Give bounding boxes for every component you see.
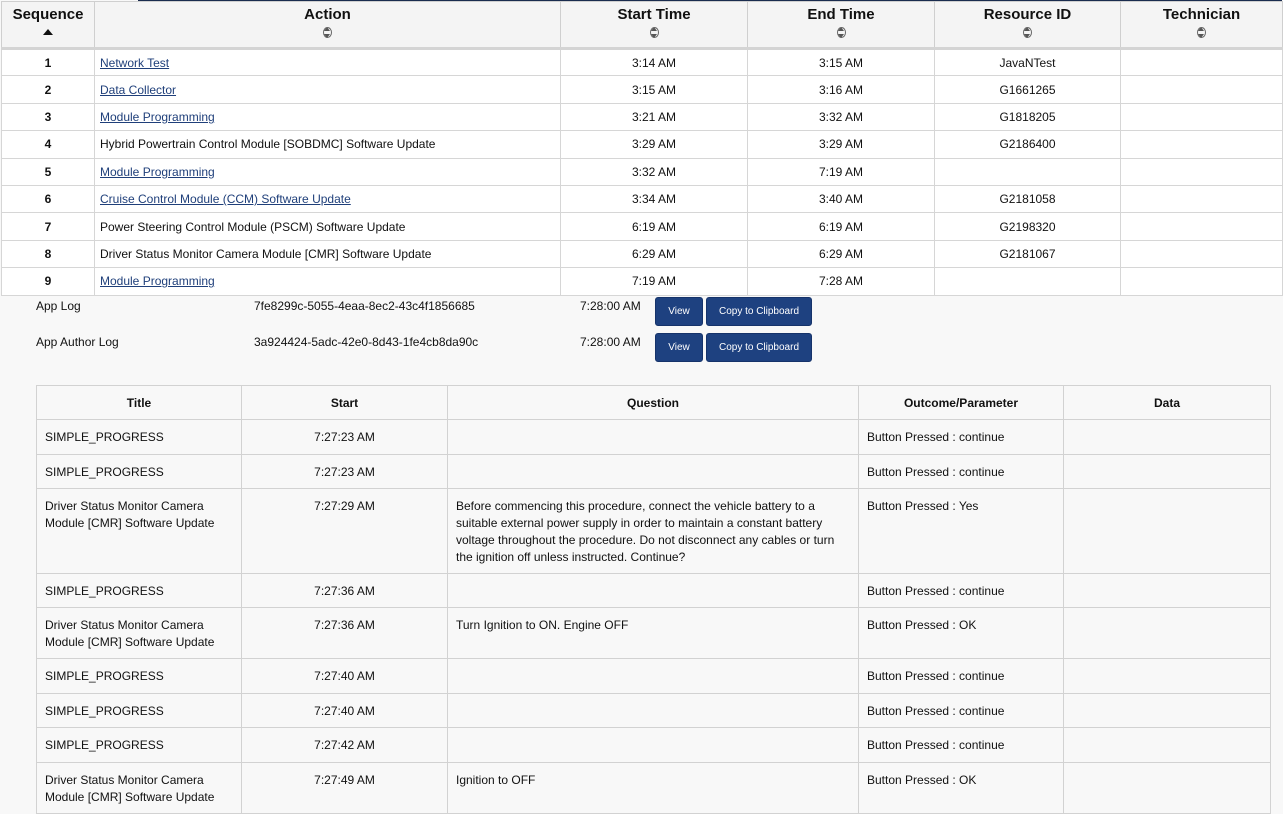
start-time-cell: 3:21 AM: [561, 103, 748, 130]
sequence-number: 8: [2, 240, 95, 267]
start-time-cell: 6:19 AM: [561, 213, 748, 240]
sequence-table-header: [2, 2, 1283, 49]
step-title-cell: SIMPLE_PROGRESS: [37, 728, 242, 763]
step-start-cell: 7:27:29 AM: [242, 489, 448, 574]
step-data-cell: [1064, 694, 1271, 728]
step-outcome-cell: Button Pressed : continue: [859, 694, 1064, 728]
step-question-cell: [448, 659, 859, 694]
sequence-number: 6: [2, 185, 95, 212]
step-start-cell: 7:27:36 AM: [242, 608, 448, 659]
detail-table-body: [37, 420, 1271, 814]
action-link[interactable]: Network Test: [100, 55, 170, 70]
detail-row: [37, 763, 1271, 814]
action-cell: [95, 158, 561, 185]
sequence-number: 4: [2, 131, 95, 158]
end-time-cell: 3:29 AM: [748, 131, 935, 158]
end-time-cell: 3:40 AM: [748, 185, 935, 212]
start-time-cell: 3:34 AM: [561, 185, 748, 212]
detail-row: [37, 420, 1271, 455]
step-start-cell: 7:27:40 AM: [242, 659, 448, 694]
technician-cell: [1121, 158, 1283, 185]
technician-cell: [1121, 103, 1283, 130]
sequence-number: 5: [2, 158, 95, 185]
sequence-table: [1, 1, 1283, 296]
column-header-resource-id[interactable]: Resource ID: [935, 2, 1121, 49]
start-time-cell: 3:32 AM: [561, 158, 748, 185]
log-label: App Log: [36, 299, 81, 313]
action-link[interactable]: Cruise Control Module (CCM) Software Update: [100, 192, 351, 207]
sequence-row: [2, 268, 1283, 295]
step-start-cell: 7:27:23 AM: [242, 420, 448, 455]
step-data-cell: [1064, 489, 1271, 574]
step-question-cell: Before commencing this procedure, connect the vehicle battery to a suitable external power supply in order to maintain a constant battery voltage throughout the procedure. Do not disconnect any cables or turn the ignition off unless instructed. Continue?: [448, 489, 859, 574]
column-header-action[interactable]: Action: [95, 2, 561, 49]
sequence-row: [2, 131, 1283, 158]
resource-id-cell: G2181067: [935, 240, 1121, 267]
step-data-cell: [1064, 608, 1271, 659]
column-header-outcome: Outcome/Parameter: [859, 386, 1064, 420]
technician-cell: [1121, 49, 1283, 76]
start-time-cell: 3:14 AM: [561, 49, 748, 76]
resource-id-cell: G1661265: [935, 76, 1121, 103]
detail-row: [37, 489, 1271, 574]
sort-icon: [650, 27, 659, 38]
step-start-cell: 7:27:49 AM: [242, 763, 448, 814]
step-start-cell: 7:27:36 AM: [242, 574, 448, 608]
resource-id-cell: G2181058: [935, 185, 1121, 212]
action-text: Driver Status Monitor Camera Module [CMR] Software Update: [100, 246, 432, 261]
detail-row: [37, 455, 1271, 489]
sort-icon: [1023, 27, 1032, 38]
step-data-cell: [1064, 455, 1271, 489]
log-id: 3a924424-5adc-42e0-8d43-1fe4cb8da90c: [254, 335, 479, 349]
step-data-cell: [1064, 574, 1271, 608]
sequence-number: 7: [2, 213, 95, 240]
step-outcome-cell: Button Pressed : continue: [859, 574, 1064, 608]
action-link[interactable]: Data Collector: [100, 82, 177, 97]
action-link[interactable]: Module Programming: [100, 109, 215, 124]
sequence-number: 3: [2, 103, 95, 130]
log-time: 7:28:00 AM: [580, 335, 641, 349]
log-time: 7:28:00 AM: [580, 299, 641, 313]
detail-row: [37, 728, 1271, 763]
column-header-technician[interactable]: Technician: [1121, 2, 1283, 49]
technician-cell: [1121, 131, 1283, 158]
column-header-end-time[interactable]: End Time: [748, 2, 935, 49]
step-title-cell: Driver Status Monitor Camera Module [CMR] Software Update: [37, 608, 242, 659]
step-outcome-cell: Button Pressed : continue: [859, 455, 1064, 489]
action-cell: [95, 103, 561, 130]
end-time-cell: 3:32 AM: [748, 103, 935, 130]
technician-cell: [1121, 76, 1283, 103]
step-outcome-cell: Button Pressed : OK: [859, 763, 1064, 814]
end-time-cell: 7:19 AM: [748, 158, 935, 185]
resource-id-cell: G2186400: [935, 131, 1121, 158]
sequence-row: [2, 158, 1283, 185]
step-start-cell: 7:27:40 AM: [242, 694, 448, 728]
start-time-cell: 3:29 AM: [561, 131, 748, 158]
step-outcome-cell: Button Pressed : continue: [859, 728, 1064, 763]
detail-table-header: [37, 386, 1271, 420]
action-cell: [95, 49, 561, 76]
view-log-button[interactable]: View: [655, 297, 703, 326]
technician-cell: [1121, 213, 1283, 240]
step-start-cell: 7:27:42 AM: [242, 728, 448, 763]
sequence-row: [2, 213, 1283, 240]
action-text: Power Steering Control Module (PSCM) Software Update: [100, 219, 406, 234]
resource-id-cell: JavaNTest: [935, 49, 1121, 76]
column-header-question: Question: [448, 386, 859, 420]
sequence-row: [2, 76, 1283, 103]
step-title-cell: SIMPLE_PROGRESS: [37, 574, 242, 608]
step-data-cell: [1064, 659, 1271, 694]
technician-cell: [1121, 185, 1283, 212]
end-time-cell: 6:29 AM: [748, 240, 935, 267]
step-data-cell: [1064, 728, 1271, 763]
start-time-cell: 3:15 AM: [561, 76, 748, 103]
action-cell: [95, 268, 561, 295]
column-header-start-time[interactable]: Start Time: [561, 2, 748, 49]
sequence-row: [2, 49, 1283, 76]
step-title-cell: SIMPLE_PROGRESS: [37, 694, 242, 728]
technician-cell: [1121, 268, 1283, 295]
end-time-cell: 3:15 AM: [748, 49, 935, 76]
step-title-cell: Driver Status Monitor Camera Module [CMR] Software Update: [37, 489, 242, 574]
sort-icon: [323, 27, 332, 38]
start-time-cell: 7:19 AM: [561, 268, 748, 295]
start-time-cell: 6:29 AM: [561, 240, 748, 267]
step-title-cell: Driver Status Monitor Camera Module [CMR] Software Update: [37, 763, 242, 814]
step-outcome-cell: Button Pressed : continue: [859, 659, 1064, 694]
end-time-cell: 3:16 AM: [748, 76, 935, 103]
action-link[interactable]: Module Programming: [100, 274, 215, 289]
resource-id-cell: [935, 158, 1121, 185]
end-time-cell: 6:19 AM: [748, 213, 935, 240]
action-cell: [95, 240, 561, 267]
detail-row: [37, 608, 1271, 659]
step-question-cell: [448, 694, 859, 728]
action-text: Hybrid Powertrain Control Module [SOBDMC] Software Update: [100, 137, 436, 152]
view-log-button[interactable]: View: [655, 333, 703, 362]
detail-row: [37, 659, 1271, 694]
resource-id-cell: G2198320: [935, 213, 1121, 240]
step-title-cell: SIMPLE_PROGRESS: [37, 659, 242, 694]
step-question-cell: Ignition to OFF: [448, 763, 859, 814]
action-cell: [95, 213, 561, 240]
step-outcome-cell: Button Pressed : Yes: [859, 489, 1064, 574]
column-header-start: Start: [242, 386, 448, 420]
step-question-cell: [448, 455, 859, 489]
step-question-cell: Turn Ignition to ON. Engine OFF: [448, 608, 859, 659]
sort-ascending-icon: [43, 29, 53, 35]
log-label: App Author Log: [36, 335, 119, 349]
column-header-sequence[interactable]: Sequence: [2, 2, 95, 49]
step-title-cell: SIMPLE_PROGRESS: [37, 420, 242, 455]
step-question-cell: [448, 420, 859, 455]
step-title-cell: SIMPLE_PROGRESS: [37, 455, 242, 489]
column-header-data: Data: [1064, 386, 1271, 420]
step-data-cell: [1064, 420, 1271, 455]
log-id: 7fe8299c-5055-4eaa-8ec2-43c4f1856685: [254, 299, 475, 313]
end-time-cell: 7:28 AM: [748, 268, 935, 295]
sequence-number: 2: [2, 76, 95, 103]
action-link[interactable]: Module Programming: [100, 164, 215, 179]
step-question-cell: [448, 574, 859, 608]
resource-id-cell: G1818205: [935, 103, 1121, 130]
step-outcome-cell: Button Pressed : OK: [859, 608, 1064, 659]
technician-cell: [1121, 240, 1283, 267]
step-question-cell: [448, 728, 859, 763]
sequence-number: 1: [2, 49, 95, 76]
resource-id-cell: [935, 268, 1121, 295]
step-data-cell: [1064, 763, 1271, 814]
sequence-row: [2, 240, 1283, 267]
step-outcome-cell: Button Pressed : continue: [859, 420, 1064, 455]
sort-icon: [837, 27, 846, 38]
sequence-row: [2, 185, 1283, 212]
action-cell: [95, 185, 561, 212]
step-start-cell: 7:27:23 AM: [242, 455, 448, 489]
column-header-title: Title: [37, 386, 242, 420]
step-detail-table: [36, 385, 1271, 814]
sequence-number: 9: [2, 268, 95, 295]
copy-to-clipboard-button[interactable]: Copy to Clipboard: [706, 297, 812, 326]
sequence-table-body: [2, 49, 1283, 296]
action-cell: [95, 131, 561, 158]
copy-to-clipboard-button[interactable]: Copy to Clipboard: [706, 333, 812, 362]
action-cell: [95, 76, 561, 103]
detail-row: [37, 574, 1271, 608]
sequence-row: [2, 103, 1283, 130]
detail-row: [37, 694, 1271, 728]
sort-icon: [1197, 27, 1206, 38]
